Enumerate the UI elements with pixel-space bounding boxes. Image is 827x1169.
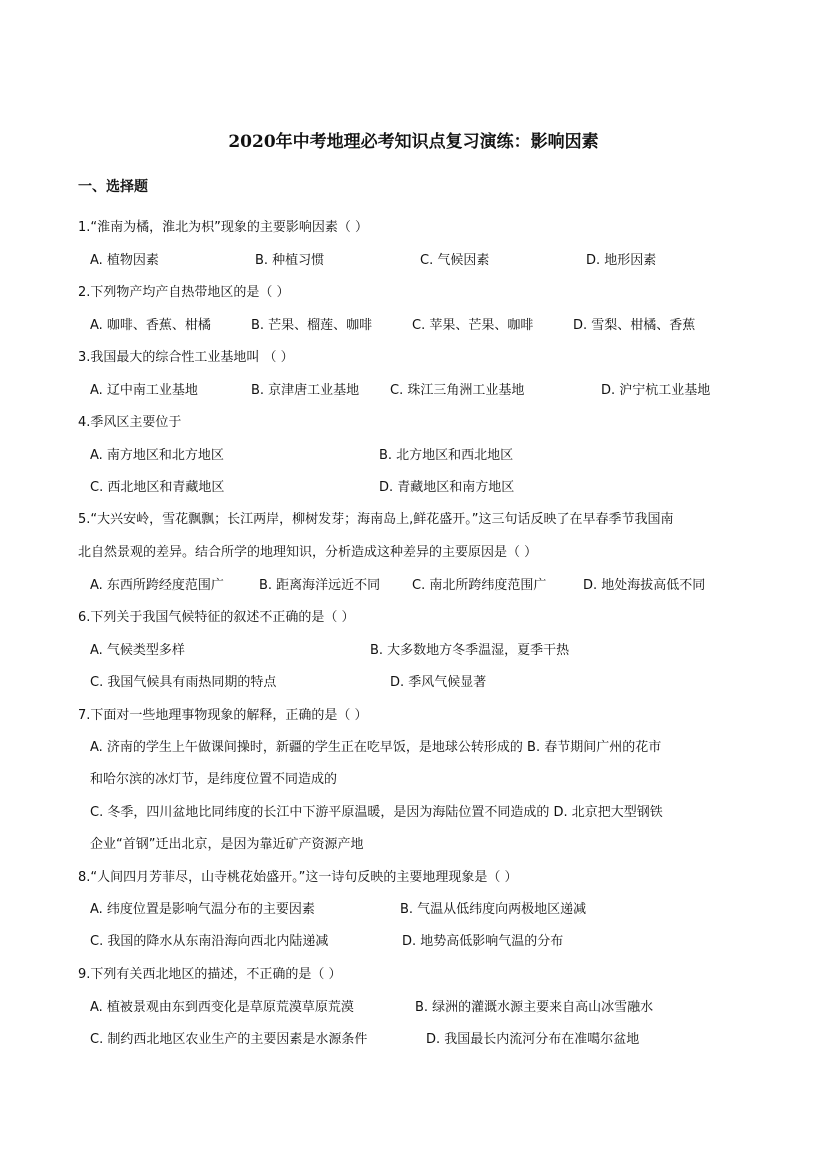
question-8-option-b: B. 气温从低纬度向两极地区递减 — [400, 902, 587, 917]
question-5-option-d: D. 地处海拔高低不同 — [583, 578, 706, 593]
question-6-option-c: C. 我国气候具有雨热同期的特点 — [90, 675, 277, 690]
question-3-option-d: D. 沪宁杭工业基地 — [601, 383, 711, 398]
question-8-option-a: A. 纬度位置是影响气温分布的主要因素 — [90, 902, 315, 917]
question-7-option-line-4: 企业“首钢”迁出北京，是因为靠近矿产资源产地 — [90, 837, 364, 852]
question-2-stem: 2.下列物产均产自热带地区的是（ ） — [78, 285, 290, 300]
question-6-option-b: B. 大多数地方冬季温湿，夏季干热 — [370, 643, 570, 658]
question-3-stem: 3.我国最大的综合性工业基地叫 （ ） — [78, 350, 294, 365]
question-8-option-c: C. 我国的降水从东南沿海向西北内陆递减 — [90, 934, 329, 949]
question-6-option-d: D. 季风气候显著 — [390, 675, 487, 690]
question-1-option-b: B. 种植习惯 — [255, 253, 325, 268]
question-5-option-a: A. 东西所跨经度范围广 — [90, 578, 224, 593]
question-5-stem-line-2: 北自然景观的差异。结合所学的地理知识，分析造成这种差异的主要原因是（ ） — [78, 545, 538, 560]
question-4-option-c: C. 西北地区和青藏地区 — [90, 480, 225, 495]
question-9-option-c: C. 制约西北地区农业生产的主要因素是水源条件 — [90, 1032, 368, 1047]
question-2-option-c: C. 苹果、芒果、咖啡 — [412, 318, 534, 333]
question-1-option-a: A. 植物因素 — [90, 253, 159, 268]
question-7-option-line-1: A. 济南的学生上午做课间操时，新疆的学生正在吃早饭，是地球公转形成的 B. 春节期间广州的花市 — [90, 740, 662, 755]
question-5-option-b: B. 距离海洋远近不同 — [259, 578, 381, 593]
question-2-option-d: D. 雪梨、柑橘、香蕉 — [573, 318, 696, 333]
question-1-stem: 1.“淮南为橘，淮北为枳”现象的主要影响因素（ ） — [78, 220, 369, 235]
question-9-stem: 9.下列有关西北地区的描述，不正确的是（ ） — [78, 967, 342, 982]
question-4-option-d: D. 青藏地区和南方地区 — [379, 480, 515, 495]
question-8-option-d: D. 地势高低影响气温的分布 — [402, 934, 564, 949]
question-4-stem: 4.季风区主要位于 — [78, 415, 182, 430]
question-2-option-a: A. 咖啡、香蕉、柑橘 — [90, 318, 211, 333]
question-7-option-line-2: 和哈尔滨的冰灯节，是纬度位置不同造成的 — [90, 772, 338, 787]
question-7-stem: 7.下面对一些地理事物现象的解释，正确的是（ ） — [78, 708, 368, 723]
question-7-option-line-3: C. 冬季，四川盆地比同纬度的长江中下游平原温暖，是因为海陆位置不同造成的 D. 北京把大型钢铁 — [90, 805, 663, 820]
question-4-option-a: A. 南方地区和北方地区 — [90, 448, 224, 463]
question-1-option-d: D. 地形因素 — [586, 253, 657, 268]
question-3-option-a: A. 辽中南工业基地 — [90, 383, 198, 398]
question-6-option-a: A. 气候类型多样 — [90, 643, 185, 658]
question-9-option-d: D. 我国最长内流河分布在准噶尔盆地 — [426, 1032, 640, 1047]
question-3-option-b: B. 京津唐工业基地 — [251, 383, 360, 398]
question-9-option-a: A. 植被景观由东到西变化是草原荒漠草原荒漠 — [90, 1000, 354, 1015]
question-8-stem: 8.“人间四月芳菲尽，山寺桃花始盛开。”这一诗句反映的主要地理现象是（ ） — [78, 870, 518, 885]
question-4-option-b: B. 北方地区和西北地区 — [379, 448, 514, 463]
document-title: 2020年中考地理必考知识点复习演练：影响因素 — [228, 132, 599, 152]
question-5-stem-line-1: 5.“大兴安岭，雪花飘飘；长江两岸，柳树发芽；海南岛上,鲜花盛开。”这三句话反映了在早春季节我国南 — [78, 512, 674, 527]
question-6-stem: 6.下列关于我国气候特征的叙述不正确的是（ ） — [78, 610, 355, 625]
section-heading: 一、选择题 — [78, 179, 148, 195]
question-1-option-c: C. 气候因素 — [420, 253, 490, 268]
question-3-option-c: C. 珠江三角洲工业基地 — [390, 383, 525, 398]
question-5-option-c: C. 南北所跨纬度范围广 — [412, 578, 547, 593]
question-2-option-b: B. 芒果、榴莲、咖啡 — [251, 318, 373, 333]
question-9-option-b: B. 绿洲的灌溉水源主要来自高山冰雪融水 — [415, 1000, 654, 1015]
